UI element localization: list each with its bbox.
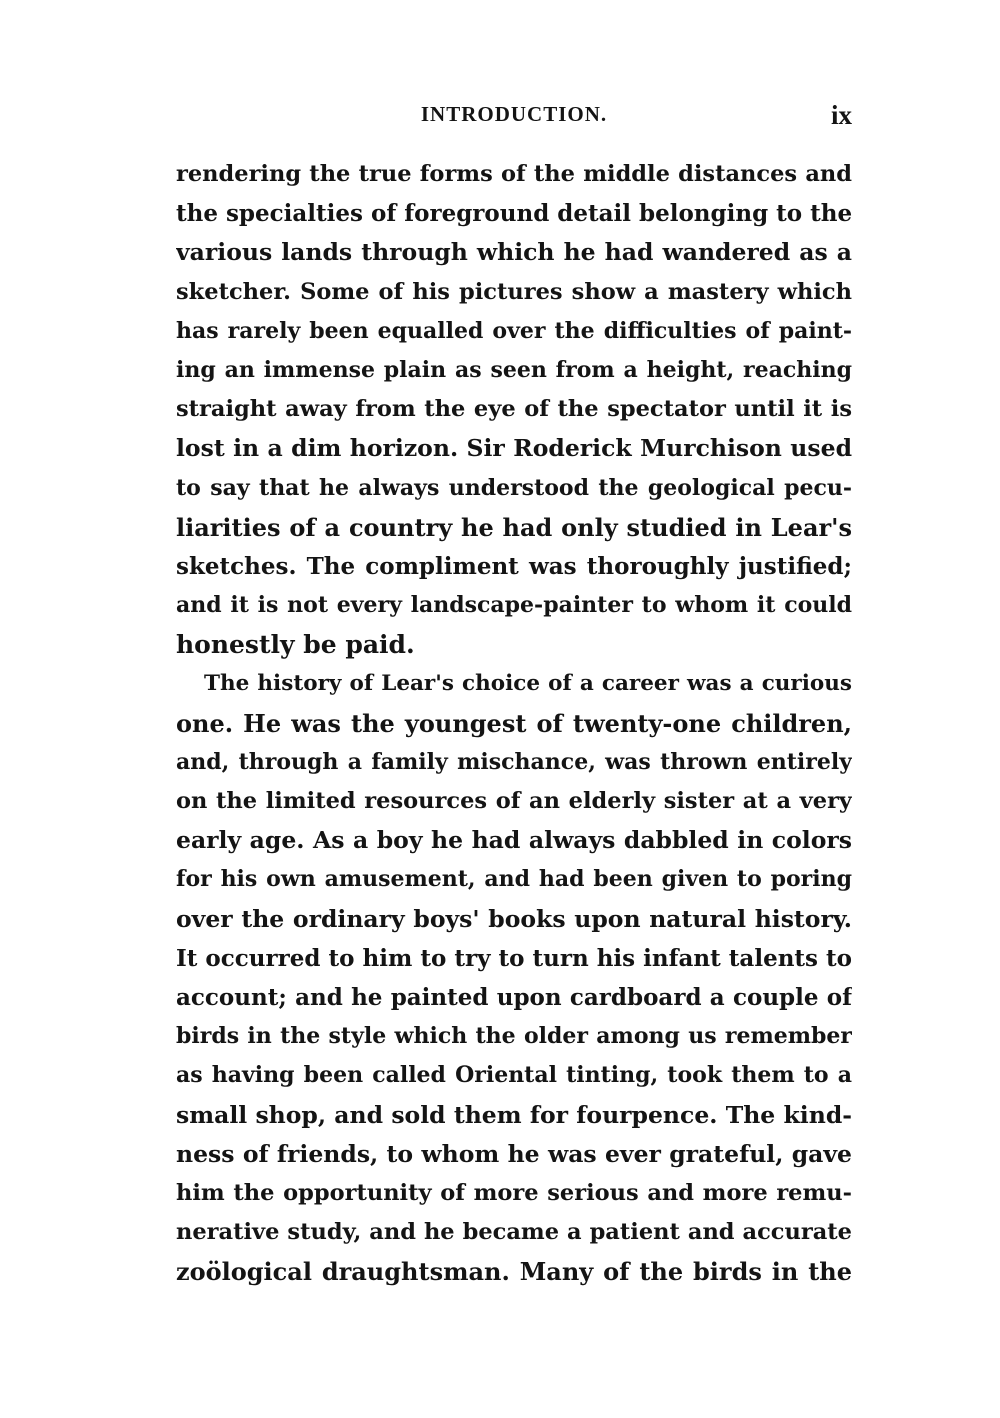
text-line: It occurred to him to try to turn his infant talents to (176, 944, 852, 972)
text-line: lost in a dim horizon. Sir Roderick Murchison used (176, 434, 852, 463)
text-line: nerative study, and he became a patient and accurate (176, 1219, 852, 1246)
text-line: straight away from the eye of the spectator until it is (176, 396, 852, 423)
text-line: over the ordinary boys' books upon natural history. (176, 904, 852, 933)
text-line: birds in the style which the older among us remember (176, 1023, 852, 1050)
text-line: early age. As a boy he had always dabbled in colors (176, 826, 852, 855)
text-line: sketcher. Some of his pictures show a mastery which (176, 278, 852, 305)
text-line: small shop, and sold them for fourpence. The kind- (176, 1100, 852, 1129)
text-line: and, through a family mischance, was thrown entirely (176, 748, 852, 775)
text-line: ness of friends, to whom he was ever grateful, gave (176, 1139, 852, 1168)
text-line: to say that he always understood the geological pecu- (176, 474, 852, 501)
text-line: one. He was the youngest of twenty-one children, (176, 708, 852, 738)
text-line: zoölogical draughtsman. Many of the birds in the (176, 1257, 852, 1287)
text-line: as having been called Oriental tinting, took them to a (176, 1062, 852, 1089)
text-line: has rarely been equalled over the difficulties of paint- (176, 317, 852, 344)
running-head (176, 100, 852, 136)
paragraph-first-line: The history of Lear's choice of a career was a curious (204, 671, 852, 697)
text-line: ing an immense plain as seen from a height, reaching (176, 356, 852, 383)
chapter-title: INTRODUCTION. (420, 102, 608, 126)
body-text (176, 155, 852, 1291)
text-line: him the opportunity of more serious and more remu- (176, 1179, 852, 1206)
text-line: the specialties of foreground detail belonging to the (176, 200, 852, 228)
text-line: various lands through which he had wandered as a (176, 238, 852, 267)
text-line: sketches. The compliment was thoroughly justified; (176, 552, 852, 580)
text-line: and it is not every landscape-painter to whom it could (176, 592, 852, 619)
paragraph-last-line: honestly be paid. (176, 630, 415, 660)
text-line: account; and he painted upon cardboard a couple of (176, 983, 852, 1011)
text-line: liarities of a country he had only studied in Lear's (176, 512, 852, 542)
text-line: rendering the true forms of the middle distances and (176, 161, 852, 187)
text-line: for his own amusement, and had been given to poring (176, 866, 852, 893)
page-number: ix (830, 100, 852, 130)
text-line: on the limited resources of an elderly sister at a very (176, 788, 852, 814)
